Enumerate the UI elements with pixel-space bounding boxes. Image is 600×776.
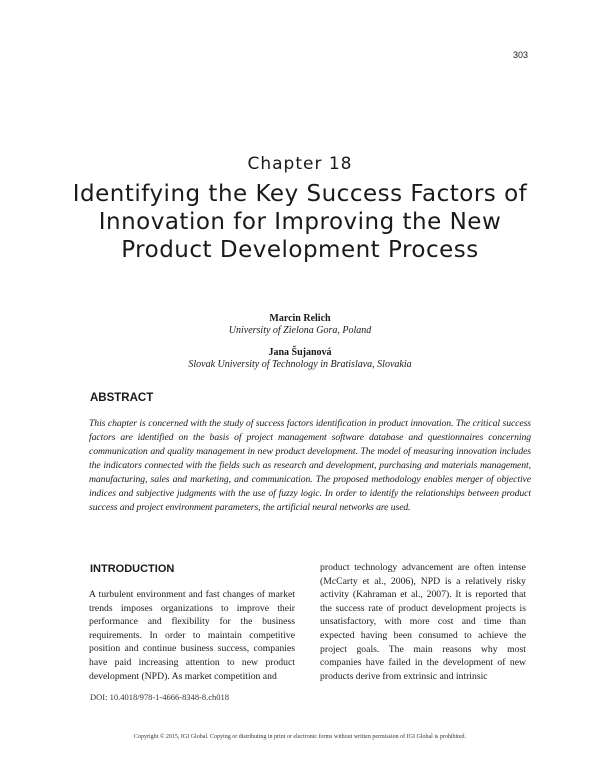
author-name: Jana Šujanová xyxy=(268,347,332,358)
abstract-text: This chapter is concerned with the study of success factors identification in product innovation. The critical success factors are identified on the basis of project management software database and questionnaires concerning communication and quality management in new product development. The model of measuring innovation includes the indicators connected with the fields such as research and development, purchasing and materials management, manufacturing, sales and marketing, and communication. The proposed methodology enables merger of objective indices and subjective judgments with the use of fuzzy logic. In order to identify the relationships between product success and project environment parameters, the artificial neural networks are used. xyxy=(89,418,531,513)
chapter-label: Chapter 18 xyxy=(247,154,353,174)
chapter-title: Identifying the Key Success Factors of Innovation for Improving the New Product Development Process xyxy=(72,181,528,263)
author-name: Marcin Relich xyxy=(269,313,331,324)
introduction-heading: INTRODUCTION xyxy=(90,563,175,575)
author-block xyxy=(0,313,600,337)
author-affiliation: Slovak University of Technology in Bratislava, Slovakia xyxy=(188,359,412,370)
introduction-right-column: product technology advancement are often intense (McCarty et al., 2006), NPD is a relatively risky activity (Kahraman et al., 2007). It is reported that the success rate of product development projects is unsatisfactory, with more cost and time than expected having been consumed to achieve the project goals. The main reasons why most companies have failed in the development of new products derive from extrinsic and intrinsic xyxy=(320,562,526,682)
author-block xyxy=(0,347,600,371)
doi-line: DOI: 10.4018/978-1-4666-8348-8.ch018 xyxy=(90,692,230,702)
author-affiliation: University of Zielona Gora, Poland xyxy=(228,325,372,336)
introduction-left-column: A turbulent environment and fast changes of market trends imposes organizations to improve their performance and flexibility for the business requirements. In order to maintain competitive position and continue business success, companies have paid increasing attention to new product development (NPD). As market competition and xyxy=(89,589,295,682)
page-number: 303 xyxy=(512,50,528,60)
abstract-heading: ABSTRACT xyxy=(90,392,154,404)
copyright-notice: Copyright © 2015, IGI Global. Copying or distributing in print or electronic forms without written permission of IGI Global is prohibited. xyxy=(133,734,466,740)
author-list xyxy=(0,313,600,381)
